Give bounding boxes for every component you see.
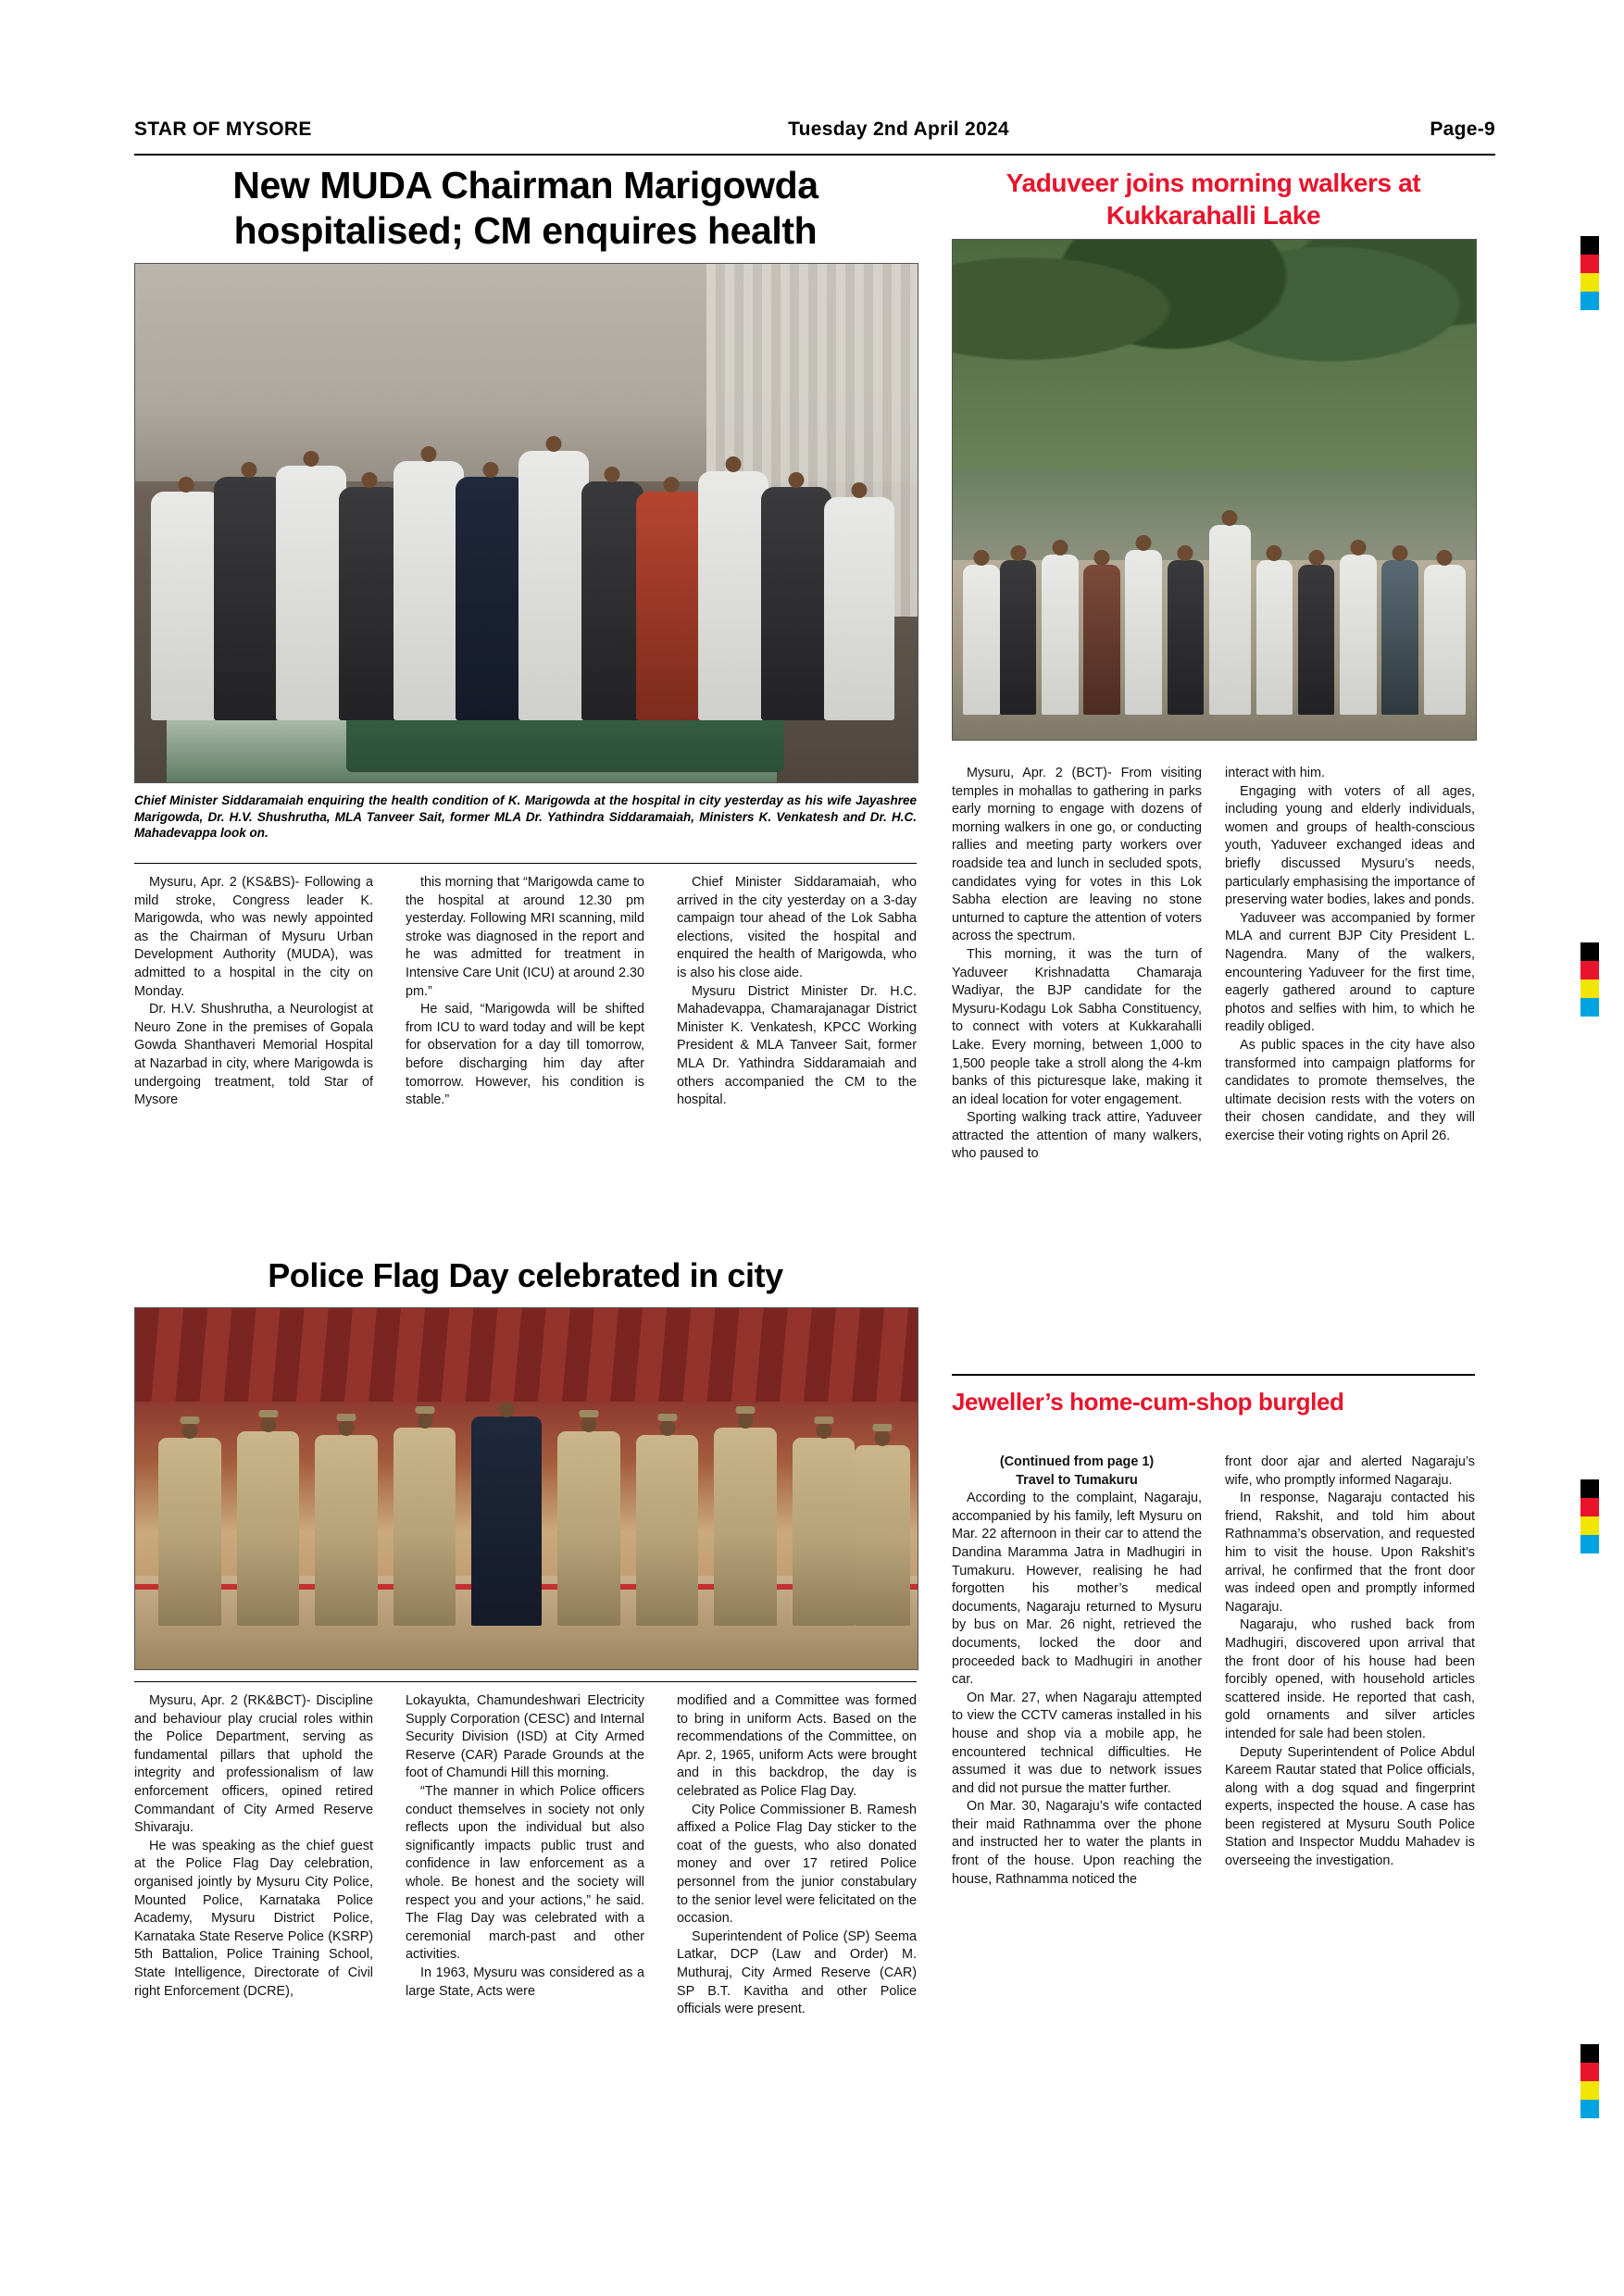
continued-note: (Continued from page 1) xyxy=(999,1454,1155,1469)
paragraph: Mysuru District Minister Dr. H.C. Mahadevappa, Chamarajanagar District Minister K. Venkatesh, KPCC Working President & MLA Tanveer Sait, former MLA Dr. Yathindra Siddaramaiah and others accompanied the CM to the hospital. xyxy=(677,983,917,1108)
paragraph: He was speaking as the chief guest at the Police Flag Day celebration, organised jointly by Mysuru City Police, Mounted Police, Karnataka Police Academy, Mysuru District Police, Karnataka State Reserve Police (KSRP) 5th Battalion, Police Training School, State Intelligence, Directorate of Civil right Enforcement (DCRE), xyxy=(134,1838,373,1999)
paragraph: This morning, it was the turn of Yaduveer Krishnadatta Chamaraja Wadiyar, the BJP candidate for the Mysuru-Kodagu Lok Sabha Constituency, to connect with voters at Kukkarahalli Lake. Every morning, between 1,000 to 1,500 people take a stroll along the 4-km banks of this picturesque lake, making it an ideal location for voter engagement. xyxy=(952,946,1202,1107)
registration-bar-2 xyxy=(1580,942,1599,1017)
divider-1 xyxy=(134,863,917,864)
paragraph: interact with him. xyxy=(1225,766,1325,780)
paragraph: Lokayukta, Chamundeshwari Electricity Supply Corporation (CESC) and Internal Security Division (ISD) at City Armed Reserve (CAR) Parade Grounds at the foot of Chamundi Hill this morning. xyxy=(406,1693,644,1781)
divider-3 xyxy=(952,1374,1475,1376)
paragraph: Mysuru, Apr. 2 (RK&BCT)- Discipline and behaviour play crucial roles within the Police Department, serving as fundamental pillars that uphold the integrity and professionalism of law enforcement officers, opined retired Commandant of City Armed Reserve Shivaraju. xyxy=(134,1693,373,1836)
paragraph: Deputy Superintendent of Police Abdul Kareem Rautar stated that Police officials, along with a dog squad and fingerprint experts, inspected the house. A case has been registered at Mysuru South Police Station and Inspector Muddu Mahadev is overseeing the investigation. xyxy=(1225,1744,1475,1869)
paragraph: On Mar. 30, Nagaraju’s wife contacted their maid Rathnamma over the phone and instructed her to water the plants in front of the house. Upon reaching the house, Rathnamma noticed the xyxy=(952,1799,1202,1887)
issue-date: Tuesday 2nd April 2024 xyxy=(788,119,1009,140)
police-col2 xyxy=(406,1692,644,2001)
main-story-col3 xyxy=(677,874,917,1110)
hospital-photo xyxy=(134,263,918,783)
page-number: Page-9 xyxy=(1430,119,1495,140)
main-headline: New MUDA Chairman Marigowda hospitalised; CM enquires health xyxy=(232,164,818,252)
paragraph: Sporting walking track attire, Yaduveer attracted the attention of many walkers, who paused to xyxy=(952,1110,1202,1162)
main-story-col2 xyxy=(406,874,644,1110)
yaduveer-col1 xyxy=(952,765,1202,1164)
paragraph: According to the complaint, Nagaraju, accompanied by his family, left Mysuru on Mar. 22 afternoon in their car to attend the Dandina Maramma Jatra in Madhugiri in Tumakuru. However, realising he had forgotten his mother’s medical documents, Nagaraju returned to Mysuru by bus on Mar. 26 night, retrieved the documents, locked the door and proceeded back to Madhugiri in another car. xyxy=(952,1491,1202,1688)
main-story-col1 xyxy=(134,874,373,1110)
jeweller-headline: Jeweller’s home-cum-shop burgled xyxy=(952,1388,1344,1416)
paragraph: Dr. H.V. Shushrutha, a Neurologist at Neuro Zone in the premises of Gopala Gowda Shanthaveri Memorial Hospital at Nazarbad in city, where Marigowda is undergoing treatment, told Star of Mysore xyxy=(134,1002,373,1108)
paragraph: Yaduveer was accompanied by former MLA and current BJP City President L. Nagendra. Many of the walkers, encountering Yaduveer for the first time, eagerly gathered around to capture photos and selfies with him, to which he readily obliged. xyxy=(1225,910,1475,1035)
registration-bar-4 xyxy=(1580,2044,1599,2118)
police-col3 xyxy=(677,1692,917,2019)
hospital-photo-caption: Chief Minister Siddaramaiah enquiring the health condition of K. Marigowda at the hospital in city yesterday as his wife Jayashree Marigowda, Dr. H.V. Shushrutha, MLA Tanveer Sait, former MLA Dr. Yathindra Siddaramaiah, Ministers K. Venkatesh and Dr. H.C. Mahadevappa look on. xyxy=(134,793,917,840)
jeweller-col2 xyxy=(1225,1454,1475,1871)
paragraph: He said, “Marigowda will be shifted from ICU to ward today and will be kept for observation for a day till tomorrow, before discharging him day after tomorrow. However, his condition is stable.” xyxy=(406,1002,644,1108)
police-col1 xyxy=(134,1692,373,2001)
masthead-rule xyxy=(134,154,1495,156)
registration-bar-3 xyxy=(1580,1479,1599,1554)
paragraph: Chief Minister Siddaramaiah, who arrived in the city yesterday on a 3-day campaign tour ahead of the Lok Sabha elections, visited the hospital and enquired the health of Marigowda, who is also his close aide. xyxy=(677,875,917,980)
paragraph: Superintendent of Police (SP) Seema Latkar, DCP (Law and Order) M. Muthuraj, City Armed Reserve (CAR) SP B.T. Kavitha and other Police officials were present. xyxy=(677,1928,917,2017)
paragraph: “The manner in which Police officers conduct themselves in society not only reflects upon the individual but also significantly impacts public trust and confidence in law enforcement as a whole. Be honest and the society will respect you and your actions,” he said. The Flag Day was celebrated with a ceremonial march-past and other activities. xyxy=(406,1783,644,1963)
lake-walkers-photo xyxy=(952,239,1477,741)
paragraph: In 1963, Mysuru was considered as a large State, Acts were xyxy=(406,1965,644,1999)
paragraph: Engaging with voters of all ages, including young and elderly individuals, women and groups of health-conscious youth, Yaduveer exchanged ideas and briefly discussed Mysuru’s needs, particularly emphasising the importance of preserving water bodies, lakes and ponds. xyxy=(1225,783,1475,908)
masthead xyxy=(134,119,1495,141)
police-flag-day-photo xyxy=(134,1307,918,1670)
paragraph: Nagaraju, who rushed back from Madhugiri, discovered upon arrival that the front door of his house had been forcibly opened, with household articles scattered inside. He reported that cash, gold ornaments and silver articles intended for sale had been stolen. xyxy=(1225,1617,1475,1741)
section-subhead: Travel to Tumakuru xyxy=(1016,1472,1138,1488)
registration-bar-1 xyxy=(1580,236,1599,310)
paragraph: Mysuru, Apr. 2 (KS&BS)- Following a mild stroke, Congress leader K. Marigowda, who was newly appointed as the Chairman of Mysuru Urban Development Authority (MUDA), was admitted to a hospital in the city on Monday. xyxy=(134,875,373,999)
yaduveer-headline: Yaduveer joins morning walkers at Kukkarahalli Lake xyxy=(1006,168,1421,230)
paragraph: City Police Commissioner B. Ramesh affixed a Police Flag Day sticker to the coat of the guests, who also donated money and over 17 retired Police personnel from the junior constabulary to the senior level were felicitated on the occasion. xyxy=(677,1802,917,1927)
paragraph: In response, Nagaraju contacted his friend, Rakshit, and told him about Rathnamma’s observation, and requested him to visit the house. Upon Rakshit’s arrival, he confirmed that the front door was indeed open and promptly informed Nagaraju. xyxy=(1225,1491,1475,1615)
yaduveer-col2 xyxy=(1225,765,1475,1145)
paragraph: this morning that “Marigowda came to the hospital at around 12.30 pm yesterday. Following MRI scanning, mild stroke was diagnosed in the report and he was admitted for treatment in Intensive Care Unit (ICU) at around 2.30 pm.” xyxy=(406,875,644,999)
jeweller-col1 xyxy=(952,1454,1202,1889)
paragraph: As public spaces in the city have also transformed into campaign platforms for candidates to promote themselves, the ultimate decision rests with the voters on their chosen candidate, and they will exercise their voting rights on April 26. xyxy=(1225,1037,1475,1143)
paragraph: Mysuru, Apr. 2 (BCT)- From visiting temples in mohallas to gathering in parks early morning to engage with dozens of morning walkers in one go, or conducting rallies and meeting party workers over roadside tea and lunch in secluded spots, candidates vying for votes in this Lok Sabha election are leaving no stone unturned to capture the attention of voters across the spectrum. xyxy=(952,766,1202,944)
paragraph: modified and a Committee was formed to bring in uniform Acts. Based on the recommendations of the Committee, on Apr. 2, 1965, uniform Acts were brought and in this backdrop, the day is celebrated as Police Flag Day. xyxy=(677,1693,917,1799)
paragraph: front door ajar and alerted Nagaraju’s wife, who promptly informed Nagaraju. xyxy=(1225,1454,1475,1488)
publication-title: STAR OF MYSORE xyxy=(134,119,312,140)
divider-2 xyxy=(134,1681,917,1682)
police-headline: Police Flag Day celebrated in city xyxy=(268,1256,783,1294)
paragraph: On Mar. 27, when Nagaraju attempted to view the CCTV cameras installed in his house and shop via a mobile app, he encountered technical difficulties. He assumed it was due to network issues and did not pursue the matter further. xyxy=(952,1690,1202,1796)
